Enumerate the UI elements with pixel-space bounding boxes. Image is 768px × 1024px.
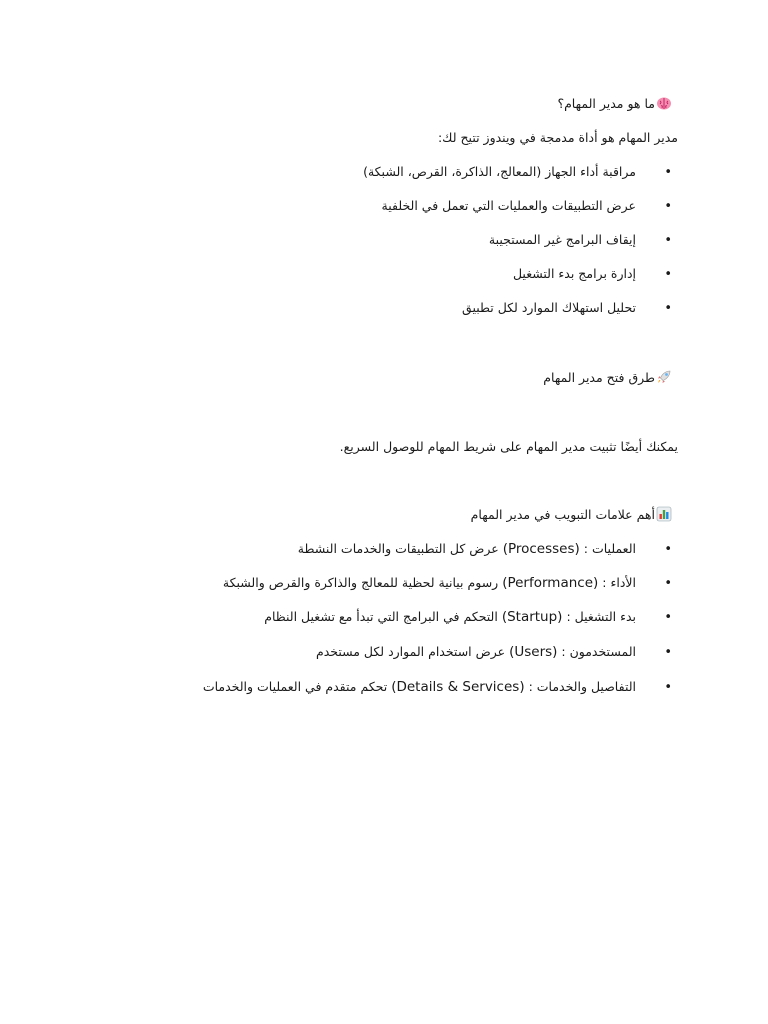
bullet: •	[664, 576, 672, 591]
bar-chart-icon	[656, 506, 672, 522]
list-item: •مراقبة أداء الجهاز (المعالج، الذاكرة، القرص، الشبكة)	[363, 164, 672, 180]
heading-text: ما هو مدير المهام؟	[557, 96, 655, 111]
tab-list-item-startup: •بدء التشغيل : (Startup) التحكم في البرامج التي تبدأ مع تشغيل النظام	[264, 609, 672, 625]
bullet: •	[664, 542, 672, 557]
bullet: •	[664, 301, 672, 316]
tab-list-item-performance: •الأداء : (Performance) رسوم بيانية لحظية للمعالج والذاكرة والقرص والشبكة	[222, 575, 672, 591]
tab-list-item-users: •المستخدمون : (Users) عرض استخدام الموارد لكل مستخدم	[315, 644, 672, 660]
bullet: •	[664, 233, 672, 248]
list-item: •إدارة برامج بدء التشغيل	[512, 266, 672, 282]
tab-list-item-details-services: •التفاصيل والخدمات : (Details & Services) تحكم متقدم في العمليات والخدمات	[202, 679, 672, 695]
bullet: •	[664, 680, 672, 695]
bullet: •	[664, 645, 672, 660]
bullet: •	[664, 165, 672, 180]
bullet: •	[664, 199, 672, 214]
heading-text: أهم علامات التبويب في مدير المهام	[470, 507, 655, 522]
tab-list-item-processes: •العمليات : (Processes) عرض كل التطبيقات والخدمات النشطة	[297, 541, 672, 557]
intro-text: مدير المهام هو أداة مدمجة في ويندوز تتيح لك:	[437, 130, 678, 145]
list-item: •إيقاف البرامج غير المستجيبة	[488, 232, 672, 248]
rocket-icon	[656, 369, 672, 385]
bullet: •	[664, 610, 672, 625]
heading-main-tabs	[471, 506, 672, 524]
heading-what-is-task-manager	[557, 95, 672, 113]
pin-taskbar-note: يمكنك أيضًا تثبيت مدير المهام على شريط المهام للوصول السريع.	[339, 439, 678, 454]
list-item: •تحليل استهلاك الموارد لكل تطبيق	[462, 300, 672, 316]
heading-ways-to-open	[543, 369, 672, 387]
heading-text: طرق فتح مدير المهام	[543, 370, 655, 385]
bullet: •	[664, 267, 672, 282]
brain-icon	[656, 95, 672, 111]
list-item: •عرض التطبيقات والعمليات التي تعمل في الخلفية	[381, 198, 672, 214]
